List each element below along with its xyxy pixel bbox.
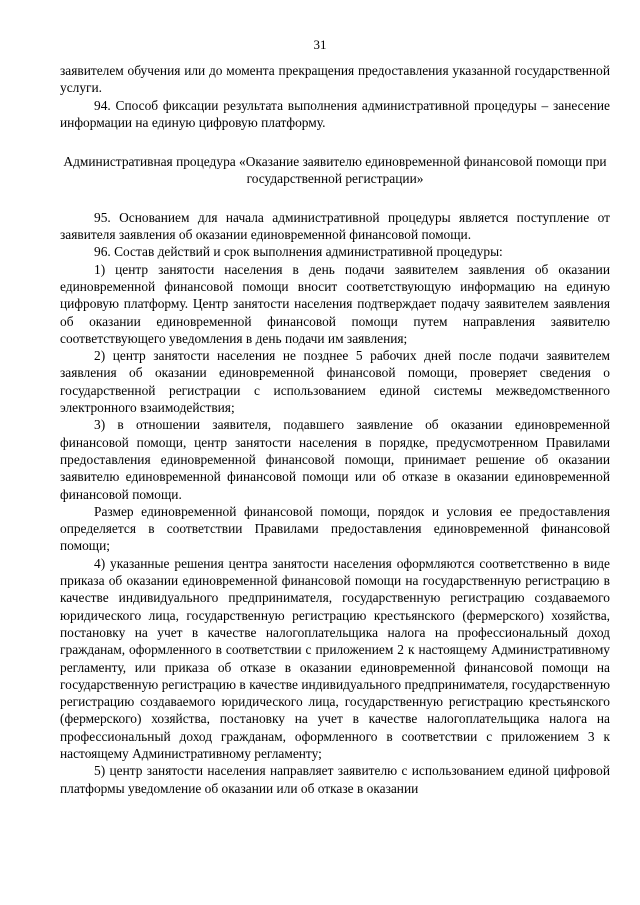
paragraph-94: 94. Способ фиксации результата выполнения административной процедуры – занесение информации на единую цифровую платформу. xyxy=(60,97,610,130)
list-item-5: 5) центр занятости населения направляет заявителю с использованием единой цифровой платформы уведомление об оказании или об отказе в оказании xyxy=(60,763,610,796)
paragraph-95: 95. Основанием для начала административной процедуры является поступление от заявителя заявления об оказании единовременной финансовой помощи. xyxy=(60,209,610,243)
list-item-3: 3) в отношении заявителя, подавшего заявление об оказании единовременной финансовой помощи, центр занятости населения в порядке, предусмотренном Правилами предоставления единовременной финансовой помощи, принимает решение об оказании заявителю единовременной финансовой помощи или об отказе в оказании единовременной финансовой помощи. xyxy=(60,417,610,502)
section-heading: Административная процедура «Оказание заявителю единовременной финансовой помощи при государственной регистрации» xyxy=(63,154,607,187)
page-number: 31 xyxy=(313,37,327,52)
document-body xyxy=(60,62,610,797)
paragraph-continuation: заявителем обучения или до момента прекращения предоставления указанной государственной услуги. xyxy=(60,63,610,96)
list-item-1: 1) центр занятости населения в день подачи заявителем заявления об оказании единовременной финансовой помощи вносит соответствующую информацию на единую цифровую платформу. Центр занятости населения подтверждает подачу заявителем заявления об оказании единовременной финансовой помощи путем направления заявителю соответствующего уведомления в день подачи им заявления; xyxy=(60,261,610,346)
paragraph-96: 96. Состав действий и срок выполнения административной процедуры: xyxy=(94,244,503,260)
list-item-4: 4) указанные решения центра занятости населения оформляются соответственно в виде приказа об оказании единовременной финансовой помощи на государственную регистрацию в качестве индивидуального предпринимателя, государственную регистрацию создаваемого юридического лица, государственную регистрацию крестьянского (фермерского) хозяйства, постановку на учет в качестве налогоплательщика налога на профессиональный доход гражданам, оформленного в соответствии с приложением 2 к настоящему Административному регламенту, или приказа об отказе в оказании единовременной финансовой помощи на государственную регистрацию в качестве индивидуального предпринимателя, государственную регистрацию создаваемого юридического лица, государственную регистрацию крестьянского (фермерского) хозяйства, постановку на учет в качестве налогоплательщика налога на профессиональный доход гражданам, оформленного в соответствии с приложением 3 к настоящему Административному регламенту; xyxy=(60,555,610,761)
paragraph-amount: Размер единовременной финансовой помощи, порядок и условия ее предоставления определяется в соответствии Правилами предоставления единовременной финансовой помощи; xyxy=(60,503,610,554)
list-item-2: 2) центр занятости населения не позднее 5 рабочих дней после подачи заявителем заявления об оказании единовременной финансовой помощи, проверяет сведения о государственной регистрации с использованием единой системы межведомственного электронного взаимодействия; xyxy=(60,348,610,416)
